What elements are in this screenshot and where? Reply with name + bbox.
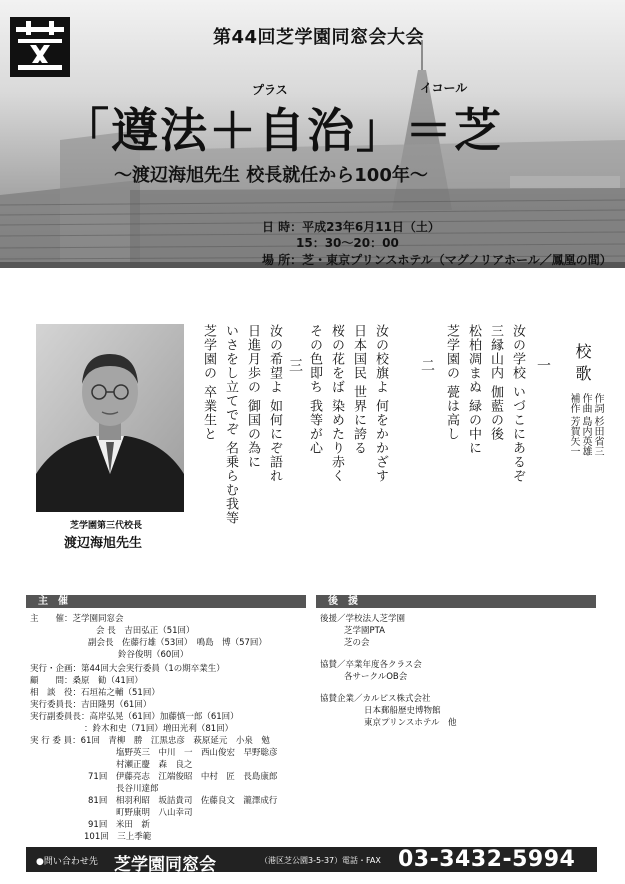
host-line: 鈴谷俊明（60回） bbox=[118, 650, 189, 660]
phone-number: 03-3432-5994 bbox=[398, 847, 576, 872]
host-line: 村瀬正慶 森 良之 bbox=[116, 760, 193, 770]
song-line: 日本国民 世界に誇る bbox=[351, 324, 366, 456]
host-line: 91回 米田 新 bbox=[88, 820, 150, 830]
song-credit-revision: 補作 芳賀矢一 bbox=[568, 393, 579, 457]
host-line: 町野康明 八山幸司 bbox=[116, 808, 193, 818]
support-line: 東京プリンスホテル 他 bbox=[364, 718, 457, 728]
host-line: ：鈴木和史（71回）増田光利（81回） bbox=[84, 724, 234, 734]
contact-address: （港区芝公園3-5-37） bbox=[260, 856, 343, 865]
host-line: 会 長 吉田弘正（51回） bbox=[96, 626, 195, 636]
principal-photo bbox=[36, 324, 184, 512]
song-title: 校歌 bbox=[573, 343, 592, 387]
contact-org-name: 芝学園同窓会 bbox=[114, 855, 216, 875]
school-logo bbox=[10, 17, 70, 77]
song-credit-lyrics: 作詞 杉田省三 bbox=[592, 393, 603, 457]
host-line: 実行委員長：吉田隆男（61回） bbox=[30, 700, 152, 710]
host-line: 81回 相羽利昭 坂詰貴司 佐藤良文 瀧澤成行 bbox=[88, 796, 278, 806]
host-section-header: 主 催 bbox=[26, 595, 306, 608]
host-line: 塩野英三 中川 一 西山俊宏 早野聡彦 bbox=[116, 748, 278, 758]
song-line: その色即ち 我等が心 bbox=[307, 324, 322, 456]
event-time: 15：30～20：00 bbox=[296, 236, 399, 250]
support-line: 芝学園PTA bbox=[344, 626, 385, 636]
verse-number: 三 bbox=[287, 358, 303, 373]
song-line: いさをし立てでぞ 名乗らむ我等 bbox=[223, 324, 238, 526]
host-line: 101回 三上季範 bbox=[84, 832, 152, 842]
ruby-equal: イコール bbox=[420, 81, 468, 95]
ruby-plus: プラス bbox=[252, 83, 288, 97]
host-line: 顧 問：桑原 勧（41回） bbox=[30, 676, 143, 686]
event-place: 場 所：芝・東京プリンスホテル（マグノリアホール／鳳凰の間） bbox=[262, 253, 612, 267]
host-line: 実行・企画：第44回大会実行委員（1の期卒業生） bbox=[30, 664, 225, 674]
host-line: 主 催：芝学園同窓会 bbox=[30, 614, 124, 624]
song-line: 日進月歩の 御国の為に bbox=[245, 324, 260, 470]
song-line: 桜の花をば 染めたり赤く bbox=[329, 324, 344, 484]
host-line: 実 行 委 員：61回 青柳 勝 江黒忠彦 萩原延元 小泉 勉 bbox=[30, 736, 270, 746]
host-line: 実行副委員長：高岸弘晃（61回）加藤慎一郎（61回） bbox=[30, 712, 239, 722]
song-line: 三縁山内 伽藍の後 bbox=[488, 324, 503, 442]
support-line: 芝の会 bbox=[344, 638, 370, 648]
support-line: 協賛企業／カルピス株式会社 bbox=[320, 694, 431, 704]
header-banner bbox=[0, 0, 625, 268]
photo-caption-role: 芝学園第三代校長 bbox=[70, 521, 143, 531]
support-section-header: 後 援 bbox=[316, 595, 596, 608]
host-line: 71回 伊藤亮志 江端俊昭 中村 匠 長島康郎 bbox=[88, 772, 278, 782]
verse-number: 一 bbox=[535, 358, 551, 373]
event-date: 日 時：平成23年6月11日（土） bbox=[262, 220, 440, 234]
contact-label: ●問い合わせ先 bbox=[36, 857, 98, 867]
main-title: 「遵法＋自治」＝芝 bbox=[62, 104, 503, 159]
host-line: 長谷川達郎 bbox=[116, 784, 159, 794]
phone-label: 電話・FAX bbox=[342, 856, 381, 865]
song-line: 松柏凋まぬ 緑の中に bbox=[466, 324, 481, 456]
support-line: 協賛／卒業年度各クラス会 bbox=[320, 660, 422, 670]
song-credit-music: 作曲 島内英雄 bbox=[580, 393, 591, 457]
event-name: 第44回芝学園同窓会大会 bbox=[213, 27, 425, 48]
support-line: 後援／学校法人芝学園 bbox=[320, 614, 406, 624]
contact-footer bbox=[26, 847, 597, 875]
photo-caption-name: 渡辺海旭先生 bbox=[64, 536, 143, 551]
host-line: 相 談 役：石垣祐之輔（51回） bbox=[30, 688, 160, 698]
support-line: 日本郵船歴史博物館 bbox=[364, 706, 441, 716]
subtitle: ～渡辺海旭先生 校長就任から100年～ bbox=[114, 165, 428, 186]
support-line: 各サークルOB会 bbox=[344, 672, 408, 682]
verse-number: 二 bbox=[419, 358, 435, 373]
song-line: 汝の希望よ 如何にぞ語れ bbox=[267, 324, 282, 484]
song-line: 汝の学校 いづこにあるぞ bbox=[510, 324, 525, 484]
song-line: 芝学園の 卒業生と bbox=[201, 324, 216, 442]
song-line: 芝学園の 甍は高し bbox=[444, 324, 459, 442]
host-line: 副会長 佐藤行雄（53回） 鳴島 博（57回） bbox=[88, 638, 267, 648]
song-line: 汝の校旗よ 何をかかざす bbox=[373, 324, 388, 484]
